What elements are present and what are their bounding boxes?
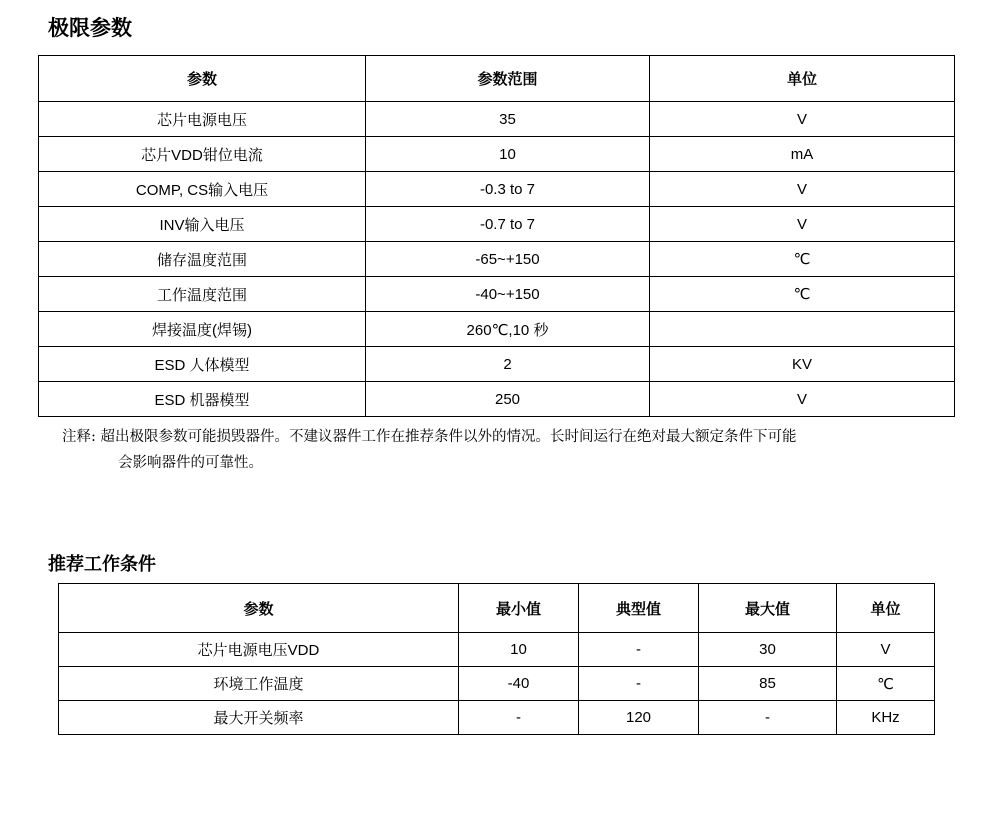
table-row	[39, 137, 955, 172]
header-max: 最大值	[699, 584, 837, 633]
min-cell: -	[459, 701, 579, 735]
param-cell: INV输入电压	[39, 207, 366, 242]
header-unit: 单位	[837, 584, 935, 633]
unit-cell: V	[650, 382, 955, 417]
table-row	[39, 382, 955, 417]
unit-cell: ℃	[650, 242, 955, 277]
param-cell: 环境工作温度	[59, 667, 459, 701]
table-header-row	[39, 56, 955, 102]
unit-cell: KHz	[837, 701, 935, 735]
table-header-row	[59, 584, 935, 633]
range-cell: 260℃,10 秒	[366, 312, 650, 347]
param-cell: 芯片电源电压VDD	[59, 633, 459, 667]
table-row	[59, 701, 935, 735]
range-cell: -0.3 to 7	[366, 172, 650, 207]
param-cell: 最大开关频率	[59, 701, 459, 735]
range-cell: 10	[366, 137, 650, 172]
unit-cell: V	[837, 633, 935, 667]
range-cell: -65~+150	[366, 242, 650, 277]
table-row	[59, 667, 935, 701]
typ-cell: 120	[579, 701, 699, 735]
absolute-max-title: 极限参数	[48, 17, 132, 40]
note-line-1	[62, 424, 962, 450]
param-cell: 芯片VDD钳位电流	[39, 137, 366, 172]
unit-cell: ℃	[837, 667, 935, 701]
min-cell: -40	[459, 667, 579, 701]
range-cell: 35	[366, 102, 650, 137]
typ-cell: -	[579, 633, 699, 667]
recommended-title: 推荐工作条件	[48, 554, 156, 574]
note-line-2: 会影响器件的可靠性。	[118, 455, 263, 471]
param-cell: ESD 人体模型	[39, 347, 366, 382]
table-row	[39, 277, 955, 312]
range-cell: -0.7 to 7	[366, 207, 650, 242]
max-cell: 30	[699, 633, 837, 667]
param-cell: 储存温度范围	[39, 242, 366, 277]
table-row	[39, 242, 955, 277]
header-unit: 单位	[650, 56, 955, 102]
unit-cell	[650, 312, 955, 347]
table-row	[39, 207, 955, 242]
param-cell: COMP, CS输入电压	[39, 172, 366, 207]
param-cell: 芯片电源电压	[39, 102, 366, 137]
unit-cell: mA	[650, 137, 955, 172]
unit-cell: V	[650, 172, 955, 207]
unit-cell: ℃	[650, 277, 955, 312]
table-row	[39, 102, 955, 137]
header-min: 最小值	[459, 584, 579, 633]
unit-cell: V	[650, 207, 955, 242]
header-range: 参数范围	[366, 56, 650, 102]
header-typ: 典型值	[579, 584, 699, 633]
param-cell: 焊接温度(焊锡)	[39, 312, 366, 347]
recommended-table	[58, 583, 935, 735]
param-cell: 工作温度范围	[39, 277, 366, 312]
unit-cell: V	[650, 102, 955, 137]
typ-cell: -	[579, 667, 699, 701]
note-text-1: 超出极限参数可能损毁器件。不建议器件工作在推荐条件以外的情况。长时间运行在绝对最大额定条件下可能	[100, 429, 797, 445]
table-row	[59, 633, 935, 667]
param-cell: ESD 机器模型	[39, 382, 366, 417]
absolute-max-table	[38, 55, 955, 417]
header-param: 参数	[59, 584, 459, 633]
max-cell: -	[699, 701, 837, 735]
max-cell: 85	[699, 667, 837, 701]
table-row	[39, 172, 955, 207]
table-row	[39, 312, 955, 347]
unit-cell: KV	[650, 347, 955, 382]
header-param: 参数	[39, 56, 366, 102]
range-cell: -40~+150	[366, 277, 650, 312]
min-cell: 10	[459, 633, 579, 667]
table-row	[39, 347, 955, 382]
note-label: 注释:	[62, 429, 96, 445]
range-cell: 250	[366, 382, 650, 417]
absolute-max-note	[62, 424, 962, 476]
range-cell: 2	[366, 347, 650, 382]
